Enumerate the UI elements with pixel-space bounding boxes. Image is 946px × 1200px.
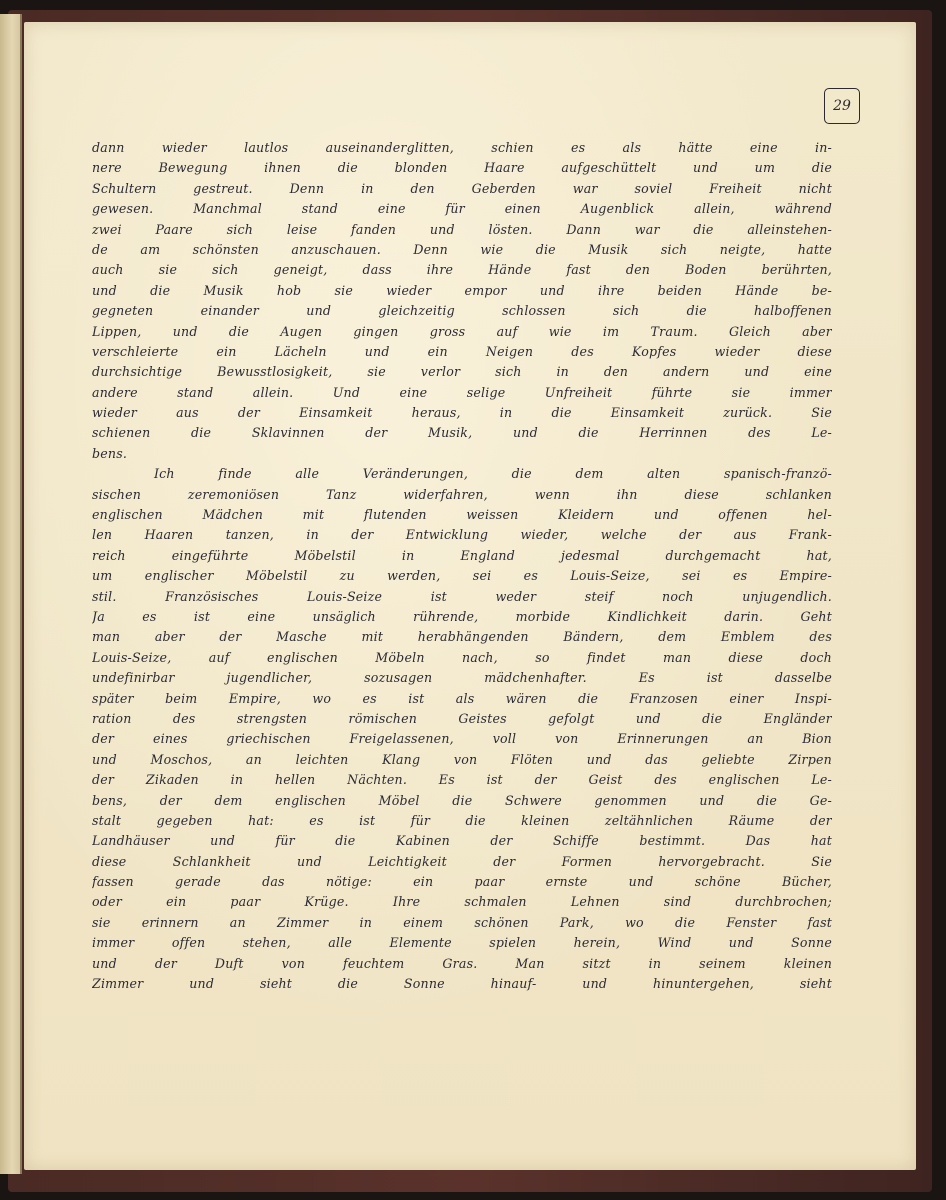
text-line: und Moschos, an leichten Klang von Flöten und das geliebte Zirpen: [92, 751, 832, 767]
text-line: man aber der Masche mit herabhängenden Bändern, dem Emblem des: [92, 629, 832, 645]
text-line: Louis-Seize, auf englischen Möbeln nach, so findet man diese doch: [92, 649, 832, 665]
text-line: und die Musik hob sie wieder empor und ihre beiden Hände be-: [92, 282, 832, 298]
text-line: der Zikaden in hellen Nächten. Es ist der Geist des englischen Le-: [92, 772, 832, 788]
text-line: nere Bewegung ihnen die blonden Haare aufgeschüttelt und um die: [92, 160, 832, 176]
text-line: und der Duft von feuchtem Gras. Man sitzt in seinem kleinen: [92, 955, 832, 971]
text-line: später beim Empire, wo es ist als wären die Franzosen einer Inspi-: [92, 690, 832, 706]
text-line: stil. Französisches Louis-Seize ist weder steif noch unjugendlich.: [92, 588, 832, 604]
text-line: gegneten einander und gleichzeitig schlossen sich die halboffenen: [92, 303, 832, 319]
text-line: stalt gegeben hat: es ist für die kleinen zeltähnlichen Räume der: [92, 812, 832, 828]
text-line: de am schönsten anzuschauen. Denn wie die Musik sich neigte, hatte: [92, 241, 832, 257]
text-line: fassen gerade das nötige: ein paar ernste und schöne Bücher,: [92, 874, 832, 890]
text-line: sie erinnern an Zimmer in einem schönen Park, wo die Fenster fast: [92, 914, 832, 930]
handwritten-text-body: [92, 138, 832, 994]
text-line: Ich finde alle Veränderungen, die dem alten spanisch-franzö-: [154, 466, 832, 482]
text-line: Lippen, und die Augen gingen gross auf wie im Traum. Gleich aber: [92, 323, 832, 339]
text-line: oder ein paar Krüge. Ihre schmalen Lehnen sind durchbrochen;: [92, 894, 832, 910]
text-line: durchsichtige Bewusstlosigkeit, sie verlor sich in den andern und eine: [92, 364, 832, 380]
text-line: andere stand allein. Und eine selige Unfreiheit führte sie immer: [92, 384, 832, 400]
text-line: zwei Paare sich leise fanden und lösten. Dann war die alleinstehen-: [92, 221, 832, 237]
text-line: ration des strengsten römischen Geistes gefolgt und die Engländer: [92, 710, 832, 726]
text-line: bens, der dem englischen Möbel die Schwere genommen und die Ge-: [92, 792, 832, 808]
text-line: diese Schlankheit und Leichtigkeit der Formen hervorgebracht. Sie: [92, 853, 832, 869]
text-line: immer offen stehen, alle Elemente spielen herein, Wind und Sonne: [92, 935, 832, 951]
text-line: Landhäuser und für die Kabinen der Schiffe bestimmt. Das hat: [92, 833, 832, 849]
text-line: gewesen. Manchmal stand eine für einen Augenblick allein, während: [92, 201, 832, 217]
text-line: der eines griechischen Freigelassenen, voll von Erinnerungen an Bion: [92, 731, 832, 747]
text-line: Schultern gestreut. Denn in den Geberden war soviel Freiheit nicht: [92, 180, 832, 196]
text-line: undefinirbar jugendlicher, sozusagen mädchenhafter. Es ist dasselbe: [92, 670, 832, 686]
facing-page-edge: [0, 14, 22, 1174]
text-line: dann wieder lautlos auseinanderglitten, schien es als hätte eine in-: [92, 140, 832, 155]
text-line: bens.: [92, 445, 128, 461]
text-line: auch sie sich geneigt, dass ihre Hände fast den Boden berührten,: [92, 262, 832, 278]
page-number: 29: [824, 88, 860, 124]
text-line: reich eingeführte Möbelstil in England jedesmal durchgemacht hat,: [92, 547, 832, 563]
text-line: sischen zeremoniösen Tanz widerfahren, wenn ihn diese schlanken: [92, 486, 832, 502]
text-line: englischen Mädchen mit flutenden weissen Kleidern und offenen hel-: [92, 507, 832, 523]
text-line: um englischer Möbelstil zu werden, sei es Louis-Seize, sei es Empire-: [92, 568, 832, 584]
text-line: len Haaren tanzen, in der Entwicklung wieder, welche der aus Frank-: [92, 527, 832, 543]
text-line: Zimmer und sieht die Sonne hinauf- und hinuntergehen, sieht: [92, 976, 832, 992]
text-line: wieder aus der Einsamkeit heraus, in die Einsamkeit zurück. Sie: [92, 405, 832, 421]
text-line: verschleierte ein Lächeln und ein Neigen des Kopfes wieder diese: [92, 343, 832, 359]
text-line: schienen die Sklavinnen der Musik, und die Herrinnen des Le-: [92, 425, 832, 441]
text-line: Ja es ist eine unsäglich rührende, morbide Kindlichkeit darin. Geht: [92, 608, 832, 624]
